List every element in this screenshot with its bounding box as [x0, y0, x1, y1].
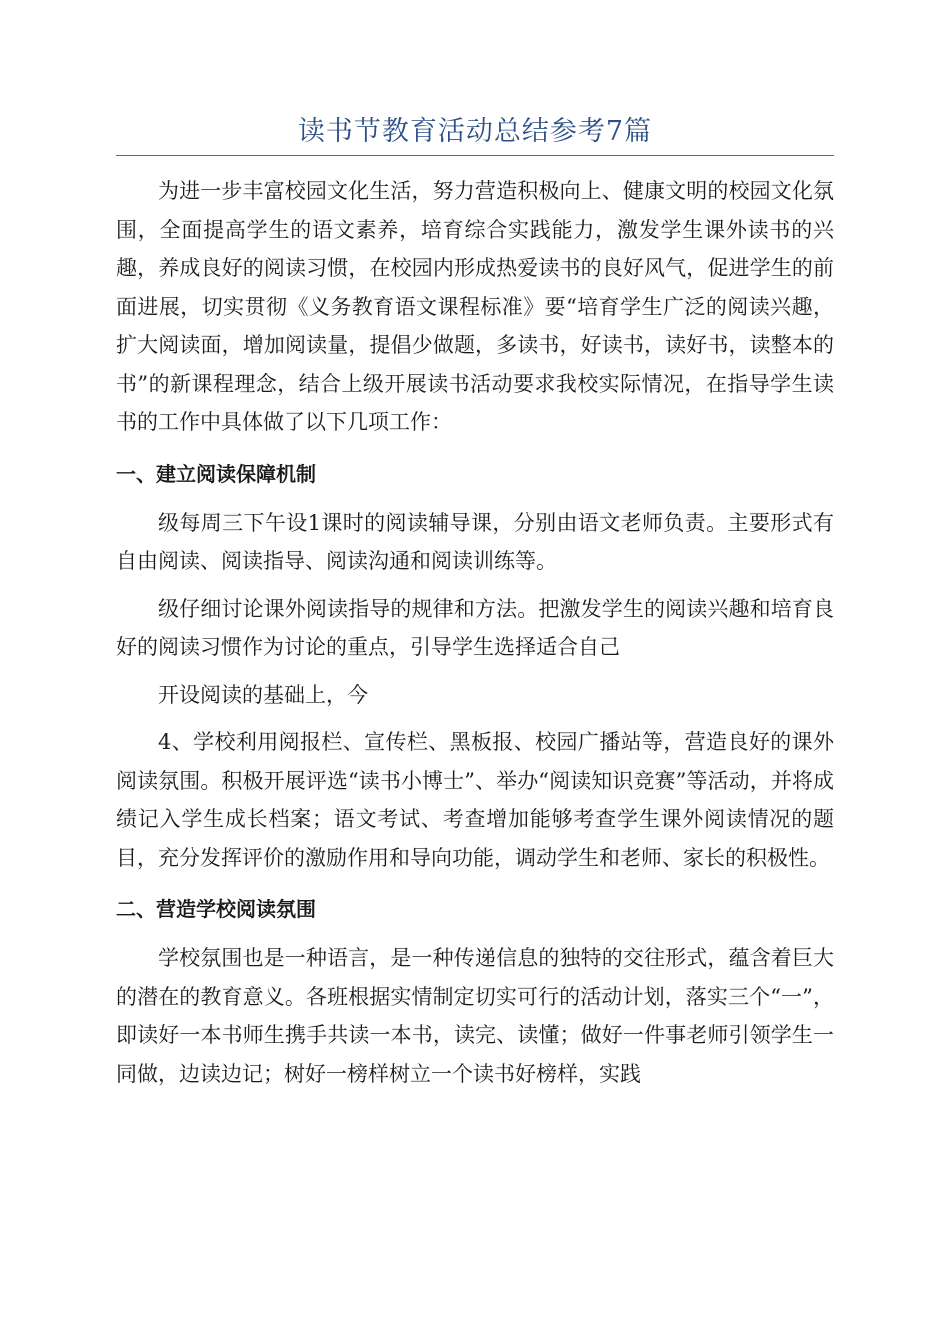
section1-paragraph-3: 开设阅读的基础上，今	[158, 682, 368, 707]
title-underline	[116, 155, 834, 156]
section1-paragraph-1: 级每周三下午设1课时的阅读辅导课，分别由语文老师负责。主要形式有自由阅读、阅读指导、阅读沟通和阅读训练等。	[116, 510, 834, 573]
section1-paragraph-4: 4、学校利用阅报栏、宣传栏、黑板报、校园广播站等，营造良好的课外阅读氛围。积极开展评选“读书小博士”、举办“阅读知识竞赛”等活动，并将成绩记入学生成长档案；语文考试、考查增加能够考查学生课外阅读情况的题目，充分发挥评价的激励作用和导向功能，调动学生和老师、家长的积极性。	[116, 730, 834, 870]
intro-paragraph: 为进一步丰富校园文化生活，努力营造积极向上、健康文明的校园文化氛围，全面提高学生的语文素养，培育综合实践能力，激发学生课外读书的兴趣，养成良好的阅读习惯，在校园内形成热爱读书的良好风气，促进学生的前面进展，切实贯彻《义务教育语文课程标准》要“培育学生广泛的阅读兴趣，扩大阅读面，增加阅读量，提倡少做题，多读书，好读书，读好书，读整本的书”的新课程理念，结合上级开展读书活动要求我校实际情况，在指导学生读书的工作中具体做了以下几项工作：	[116, 179, 834, 434]
section2-paragraph-1: 学校氛围也是一种语言，是一种传递信息的独特的交往形式，蕴含着巨大的潜在的教育意义。各班根据实情制定切实可行的活动计划，落实三个“一”，即读好一本书师生携手共读一本书，读完、读懂；做好一件事老师引领学生一同做，边读边记；树好一榜样树立一个读书好榜样，实践	[116, 946, 834, 1086]
section-heading-2: 二、营造学校阅读氛围	[116, 897, 316, 921]
section-heading-1: 一、建立阅读保障机制	[116, 461, 316, 486]
document-title: 读书节教育活动总结参考7篇	[297, 116, 653, 147]
section1-paragraph-2: 级仔细讨论课外阅读指导的规律和方法。把激发学生的阅读兴趣和培育良好的阅读习惯作为讨论的重点，引导学生选择适合自己	[116, 596, 834, 659]
document-body	[116, 172, 834, 1093]
